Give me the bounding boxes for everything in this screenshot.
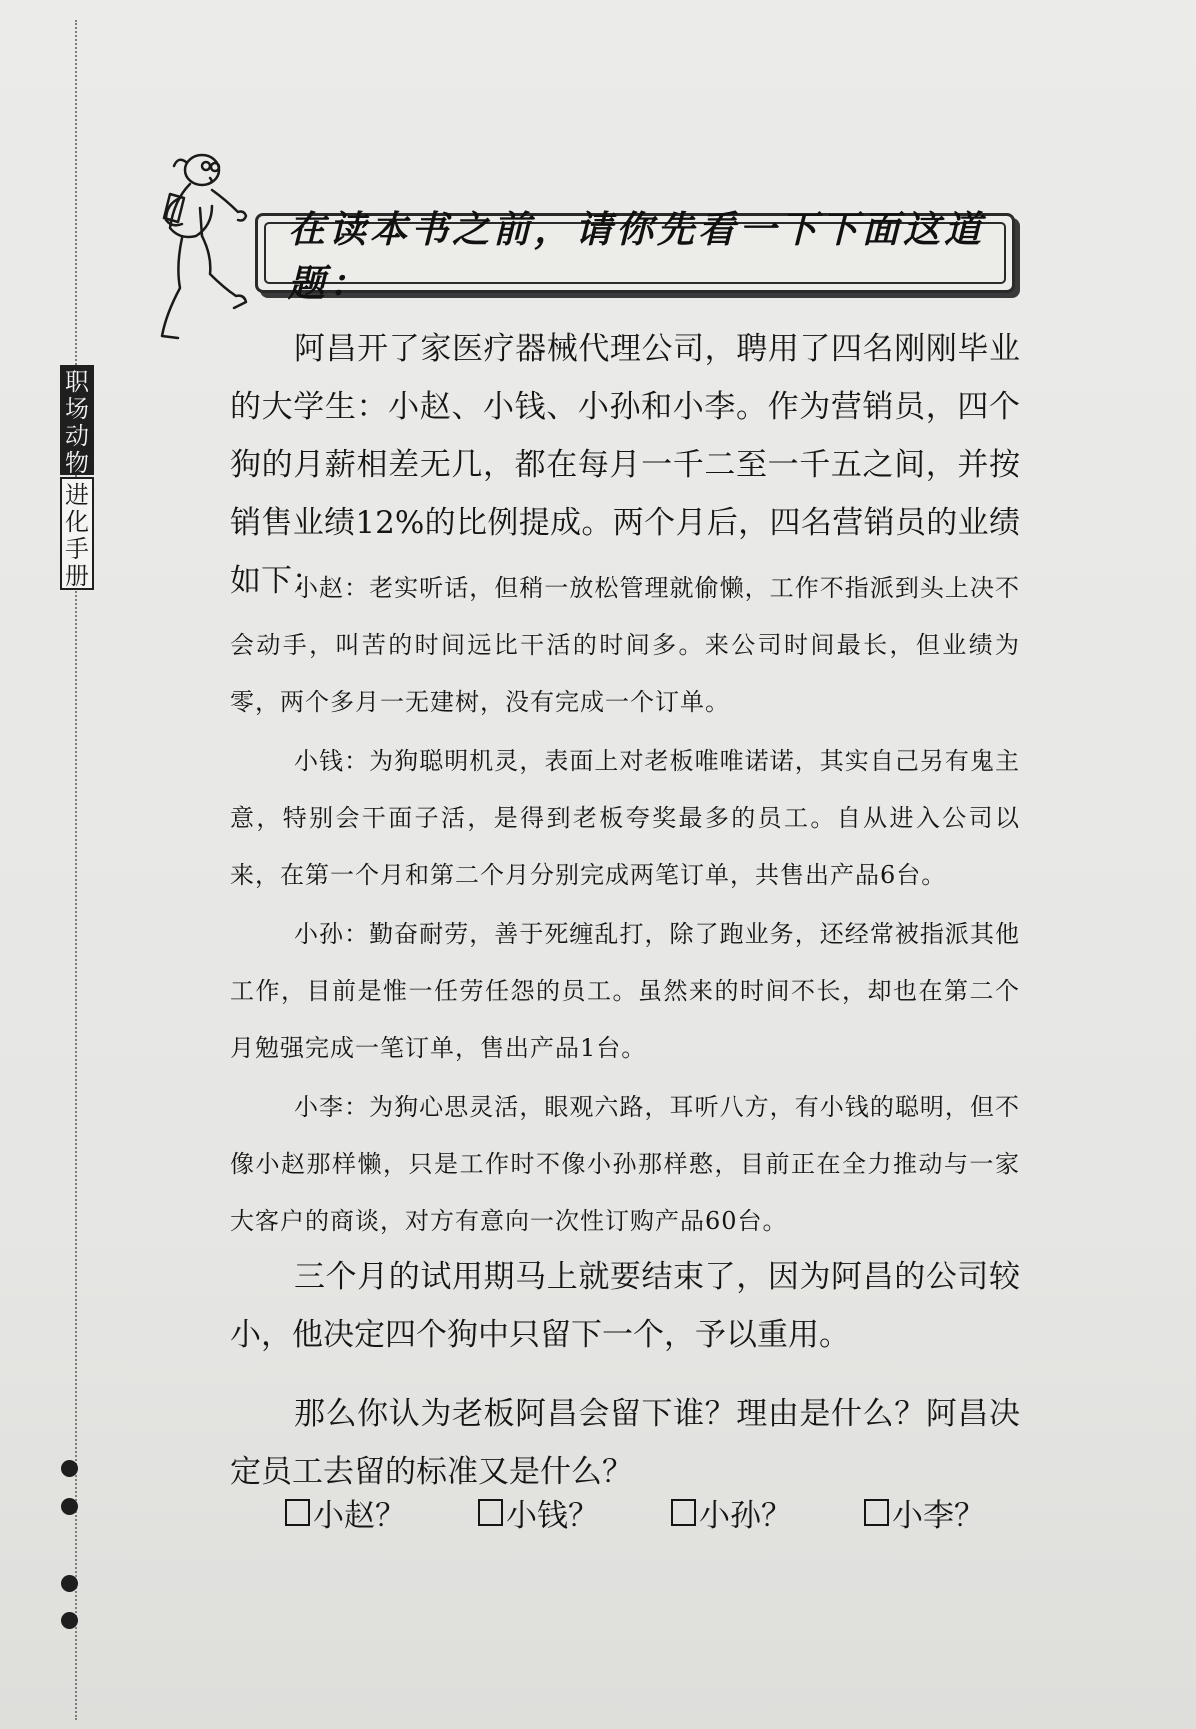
checkbox-icon[interactable]	[864, 1499, 889, 1526]
side-tab-subtitle	[60, 477, 94, 590]
option-label: 小孙？	[699, 1498, 792, 1534]
option-label: 小钱？	[506, 1498, 599, 1534]
option-li[interactable]	[864, 1490, 985, 1535]
option-zhao[interactable]	[285, 1490, 406, 1535]
question-paragraph: 那么你认为老板阿昌会留下谁？理由是什么？阿昌决定员工去留的标准又是什么？	[230, 1396, 1020, 1490]
side-tab-char: 物	[65, 449, 89, 477]
side-tab-char: 手	[65, 535, 89, 563]
option-sun[interactable]	[671, 1490, 792, 1535]
option-label: 小赵？	[313, 1498, 406, 1534]
profile-paragraph-sun: 小孙：勤奋耐劳，善于死缠乱打，除了跑业务，还经常被指派其他工作，目前是惟一任劳任怨的员工。虽然来的时间不长，却也在第二个月勉强完成一笔订单，售出产品1台。	[230, 920, 1020, 1062]
checkbox-icon[interactable]	[671, 1499, 696, 1526]
side-tab-char: 职	[65, 368, 89, 396]
page-title: 在读本书之前，请你先看一下下面这道题：	[264, 222, 1006, 284]
side-tab-char: 册	[65, 562, 89, 590]
bullet-dot	[61, 1498, 78, 1515]
closing-paragraph: 三个月的试用期马上就要结束了，因为阿昌的公司较小，他决定四个狗中只留下一个，予以重用。	[230, 1259, 1020, 1353]
intro-paragraph: 阿昌开了家医疗器械代理公司，聘用了四名刚刚毕业的大学生：小赵、小钱、小孙和小李。作为营销员，四个狗的月薪相差无几，都在每月一千二至一千五之间，并按销售业绩12%的比例提成。两个月后，四名营销员的业绩如下：	[230, 331, 1020, 599]
profile-paragraph-zhao: 小赵：老实听话，但稍一放松管理就偷懒，工作不指派到头上决不会动手，叫苦的时间远比干活的时间多。来公司时间最长，但业绩为零，两个多月一无建树，没有完成一个订单。	[230, 574, 1020, 716]
profile-paragraph-li: 小李：为狗心思灵活，眼观六路，耳听八方，有小钱的聪明，但不像小赵那样懒，只是工作时不像小孙那样憨，目前正在全力推动与一家大客户的商谈，对方有意向一次性订购产品60台。	[230, 1093, 1020, 1235]
title-banner	[255, 208, 1015, 305]
bullet-dot	[61, 1612, 78, 1629]
answer-options	[285, 1490, 985, 1535]
employee-profiles	[230, 560, 1020, 1252]
side-tab-char: 进	[65, 481, 89, 509]
side-tab-category	[60, 365, 94, 475]
cartoon-man-icon	[150, 148, 260, 348]
side-tab-char: 动	[65, 422, 89, 450]
option-qian[interactable]	[478, 1490, 599, 1535]
closing-section	[230, 1248, 1020, 1364]
question-section	[230, 1385, 1020, 1501]
option-label: 小李？	[892, 1498, 985, 1534]
side-tab-char: 化	[65, 508, 89, 536]
side-tab-char: 场	[65, 395, 89, 423]
bullet-dot	[61, 1575, 78, 1592]
checkbox-icon[interactable]	[285, 1499, 310, 1526]
checkbox-icon[interactable]	[478, 1499, 503, 1526]
bullet-dot	[61, 1460, 78, 1477]
profile-paragraph-qian: 小钱：为狗聪明机灵，表面上对老板唯唯诺诺，其实自己另有鬼主意，特别会干面子活，是得到老板夸奖最多的员工。自从进入公司以来，在第一个月和第二个月分别完成两笔订单，共售出产品6台。	[230, 747, 1020, 889]
